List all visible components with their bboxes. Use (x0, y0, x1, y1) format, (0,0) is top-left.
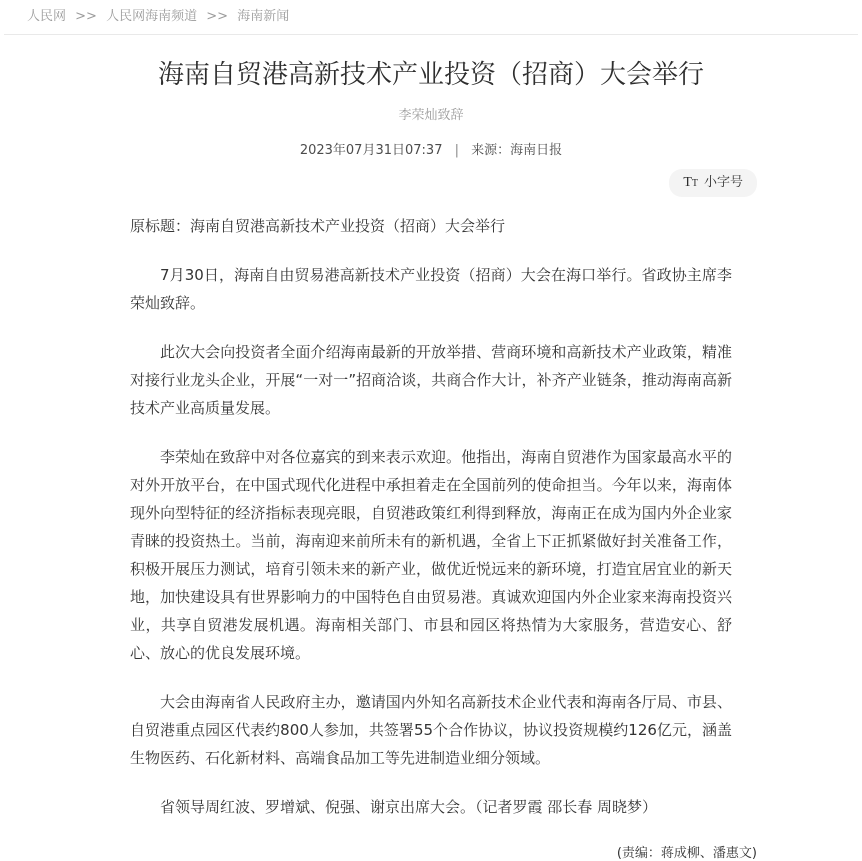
original-title: 原标题：海南自贸港高新技术产业投资（招商）大会举行 (130, 217, 506, 235)
font-size-icon-small: T (691, 178, 698, 189)
font-size-button[interactable] (669, 169, 757, 197)
breadcrumb-separator: >> (206, 9, 229, 24)
article-meta (105, 139, 757, 158)
header-divider (4, 34, 858, 35)
breadcrumb (0, 0, 862, 34)
article-toolbar (105, 169, 757, 197)
article-body (105, 212, 757, 821)
source-link[interactable]: 海南日报 (510, 143, 563, 158)
editor-credit: (责编：蒋成柳、潘惠文) (616, 846, 757, 861)
font-size-label: 小字号 (703, 175, 743, 190)
article-subtitle: 李荣灿致辞 (398, 108, 464, 123)
article-paragraph: 7月30日，海南自由贸易港高新技术产业投资（招商）大会在海口举行。省政协主席李荣灿致辞。 (130, 266, 732, 312)
source-label: 来源： (471, 143, 511, 158)
article-paragraph: 大会由海南省人民政府主办，邀请国内外知名高新技术企业代表和海南各厅局、市县、自贸港重点园区代表约800人参加，共签署55个合作协议，协议投资规模约126亿元，涵盖生物医药、石化新材料、高端食品加工等先进制造业细分领域。 (130, 693, 732, 767)
breadcrumb-link-hainan-channel[interactable]: 人民网海南频道 (106, 9, 198, 24)
article-paragraph: 李荣灿在致辞中对各位嘉宾的到来表示欢迎。他指出，海南自贸港作为国家最高水平的对外开放平台，在中国式现代化进程中承担着走在全国前列的使命担当。今年以来，海南体现外向型特征的经济指标表现亮眼，自贸港政策红利得到释放，海南正在成为国内外企业家青睐的投资热土。当前，海南迎来前所未有的新机遇，全省上下正抓紧做好封关准备工作，积极开展压力测试，培育引领未来的新产业，做优近悦远来的新环境，打造宜居宜业的新天地，加快建设具有世界影响力的中国特色自由贸易港。真诚欢迎国内外企业家来海南投资兴业，共享自贸港发展机遇。海南相关部门、市县和园区将热情为大家服务，营造安心、舒心、放心的优良发展环境。 (130, 448, 732, 662)
breadcrumb-separator: >> (75, 9, 97, 24)
breadcrumb-link-renminwang[interactable]: 人民网 (27, 9, 67, 24)
breadcrumb-link-hainan-news[interactable]: 海南新闻 (237, 9, 290, 24)
meta-divider: | (454, 143, 459, 158)
article-paragraph: 此次大会向投资者全面介绍海南最新的开放举措、营商环境和高新技术产业政策，精准对接行业龙头企业，开展“一对一”招商洽谈，共商合作大计，补齐产业链条，推动海南高新技术产业高质量发展。 (130, 343, 732, 417)
font-size-icon-large: T (683, 175, 692, 190)
article-paragraph: 省领导周红波、罗增斌、倪强、谢京出席大会。（记者罗霞 邵长春 周晓梦） (160, 798, 658, 816)
font-size-icon (683, 174, 698, 192)
article (105, 58, 757, 861)
article-title: 海南自贸港高新技术产业投资（招商）大会举行 (157, 60, 704, 90)
publish-date: 2023年07月31日07:37 (299, 143, 443, 158)
